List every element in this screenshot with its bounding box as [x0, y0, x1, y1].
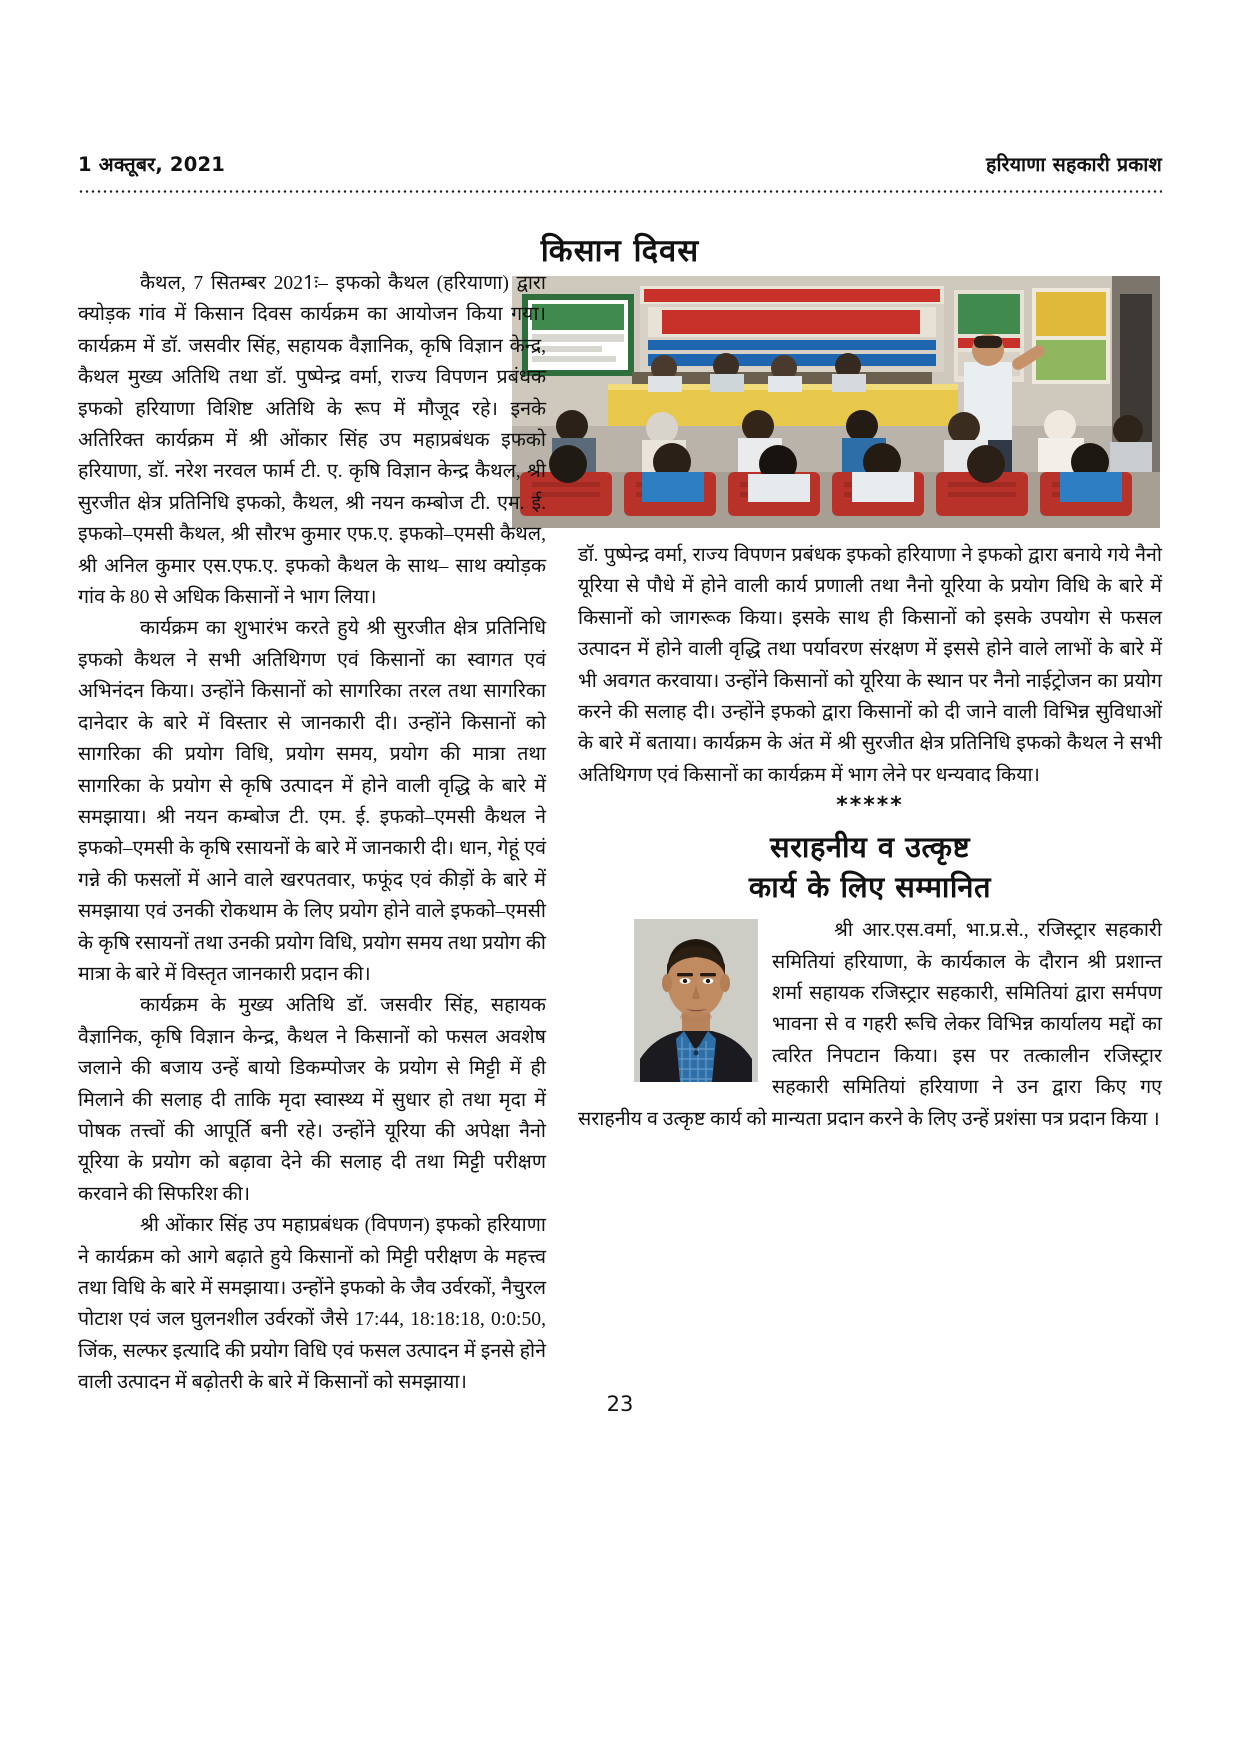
running-head [78, 150, 1162, 177]
article1-paragraph-3: कार्यक्रम के मुख्य अतिथि डॉ. जसवीर सिंह, सहायक वैज्ञानिक, कृषि विज्ञान केन्द्र, कैथल ने किसानों को फसल अवशेष जलाने की बजाय उन्हें बायो डिकम्पोजर के प्रयोग से मिट्टी में ही मिलाने की सलाह दी ताकि मृदा स्वास्थ्य में सुधार हो तथा मृदा में पोषक तत्त्वों की आपूर्ति बनी रहे। उन्होंने यूरिया की अपेक्षा नैनो यूरिया के प्रयोग को बढ़ावा देने की सलाह दी तथा मिट्टी परीक्षण करवाने की सिफरिश की। [78, 995, 546, 1205]
event-photograph [512, 276, 1160, 528]
article1-paragraph-1: कैथल, 7 सितम्बर 2021ः– इफको कैथल (हरियाणा) द्वारा क्योड़क गांव में किसान दिवस कार्यक्रम का आयोजन किया गया। कार्यक्रम में डॉ. जसवीर सिंह, सहायक वैज्ञानिक, कृषि विज्ञान केन्द्र, कैथल मुख्य अतिथि तथा डॉ. पुष्पेन्द्र वर्मा, राज्य विपणन प्रबंधक इफको हरियाणा विशिष्ट अतिथि के रूप में मौजूद रहे। इनके अतिरिक्त कार्यक्रम में श्री ओंकार सिंह उप महाप्रबंधक इफको हरियाणा, डॉ. नरेश नरवल फार्म टी. ए. कृषि विज्ञान केन्द्र कैथल, श्री सुरजीत क्षेत्र प्रतिनिधि इफको, कैथल, श्री नयन कम्बोज टी. एम. ई. इफको–एमसी कैथल, श्री सौरभ कुमार एफ.ए. इफको–एमसी कैथल, श्री अनिल कुमार एस.एफ.ए. इफको कैथल के साथ– साथ क्योड़क गांव के 80 से अधिक किसानों ने भाग लिया। [78, 273, 546, 609]
issue-date: 1 अक्तूबर, 2021 [78, 153, 226, 176]
column-left [78, 268, 546, 1399]
article2-title-line2: कार्य के लिए सम्मानित [748, 870, 992, 905]
section-separator-stars: ***** [836, 793, 904, 819]
header-dotted-rule [78, 190, 1162, 193]
article-title-kisan-diwas: किसान दिवस [540, 232, 700, 269]
article1-paragraph-2: कार्यक्रम का शुभारंभ करते हुये श्री सुरजीत क्षेत्र प्रतिनिधि इफको कैथल ने सभी अतिथिगण एवं किसानों का स्वागत एवं अभिनंदन किया। उन्होंने किसानों को सागरिका तरल तथा सागरिका दानेदार के बारे में विस्तार से जानकारी दी। उन्होंने किसानों को सागरिका की प्रयोग विधि, प्रयोग समय, प्रयोग की मात्रा तथा सागरिका के प्रयोग से कृषि उत्पादन में होने वाली वृद्धि के बारे में समझाया। श्री नयन कम्बोज टी. एम. ई. इफको–एमसी कैथल ने इफको–एमसी के कृषि रसायनों के बारे में जानकारी दी। धान, गेहूं एवं गन्ने की फसलों में आने वाले खरपतवार, फफूंद एवं कीड़ों के बारे में समझाया एवं उनकी रोकथाम के लिए प्रयोग होने वाले इफको–एमसी के कृषि रसायनों तथा उनकी प्रयोग विधि, प्रयोग समय तथा प्रयोग की मात्रा के बारे में विस्तृत जानकारी प्रदान की। [78, 618, 546, 985]
masthead-title: हरियाणा सहकारी प्रकाश [985, 153, 1162, 176]
article1-paragraph-4-start: श्री ओंकार सिंह उप महाप्रबंधक (विपणन) इफको हरियाणा ने कार्यक्रम को आगे बढ़ाते हुये किसानों को मिट्टी परीक्षण के महत्त्व तथा विधि के बारे में समझाया। उन्होंने इफको के जैव उर्वरकों, नैचुरल पोटाश एवं जल घुलनशील उर्वरकों जैसे 17:44, 18:18:18, 0:0:50, जिंक, सल्फर इत्यादि की प्रयोग विधि एवं फसल उत्पादन में इनसे होने वाली उत्पादन में बढ़ोतरी के बारे में किसानों को समझाया। [78, 1215, 546, 1394]
article2-paragraph-1: श्री आर.एस.वर्मा, भा.प्र.से., रजिस्ट्रार सहकारी समितियां हरियाणा, के कार्यकाल के दौरान श्री प्रशान्त शर्मा सहायक रजिस्ट्रार सहकारी, समितियां द्वारा सर्मपण भावना से व गहरी रूचि लेकर विभिन्न कार्यालय मद्दों का त्वरित निपटान किया। इस पर तत्कालीन रजिस्ट्रार सहकारी समितियां हरियाणा ने उन द्वारा किए गए सराहनीय व उत्कृष्ट कार्य को मान्यता प्रदान करने के लिए उन्हें प्रशंसा पत्र प्रदान किया । [578, 920, 1162, 1130]
page-number: 23 [606, 1392, 634, 1416]
article1-paragraph-5: डॉ. पुष्पेन्द्र वर्मा, राज्य विपणन प्रबंधक इफको हरियाणा ने इफको द्वारा बनाये गये नैनो यूरिया से पौधे में होने वाली कार्य प्रणाली तथा नैनो यूरिया के प्रयोग विधि के बारे में किसानों को जागरूक किया। इसके साथ ही किसानों को इसके उपयोग से फसल उत्पादन में होने वाली वृद्धि तथा पर्यावरण संरक्षण में इससे होने वाले लाभों के बारे में भी अवगत करवाया। उन्होंने किसानों को यूरिया के स्थान पर नैनो नाईट्रोजन का प्रयोग करने की सलाह दी। उन्होंने इफको द्वारा किसानों को दी जाने वाली विभिन्न सुविधाओं के बारे में बताया। कार्यक्रम के अंत में श्री सुरजीत क्षेत्र प्रतिनिधि इफको कैथल ने सभी अतिथिगण एवं किसानों का कार्यक्रम में भाग लेने पर धन्यवाद किया। [578, 545, 1162, 786]
portrait-photograph [634, 919, 758, 1082]
article2-title-line1: सराहनीय व उत्कृष्ट [769, 830, 971, 865]
column-right [578, 540, 1162, 1135]
article-title-samman [578, 827, 1162, 907]
